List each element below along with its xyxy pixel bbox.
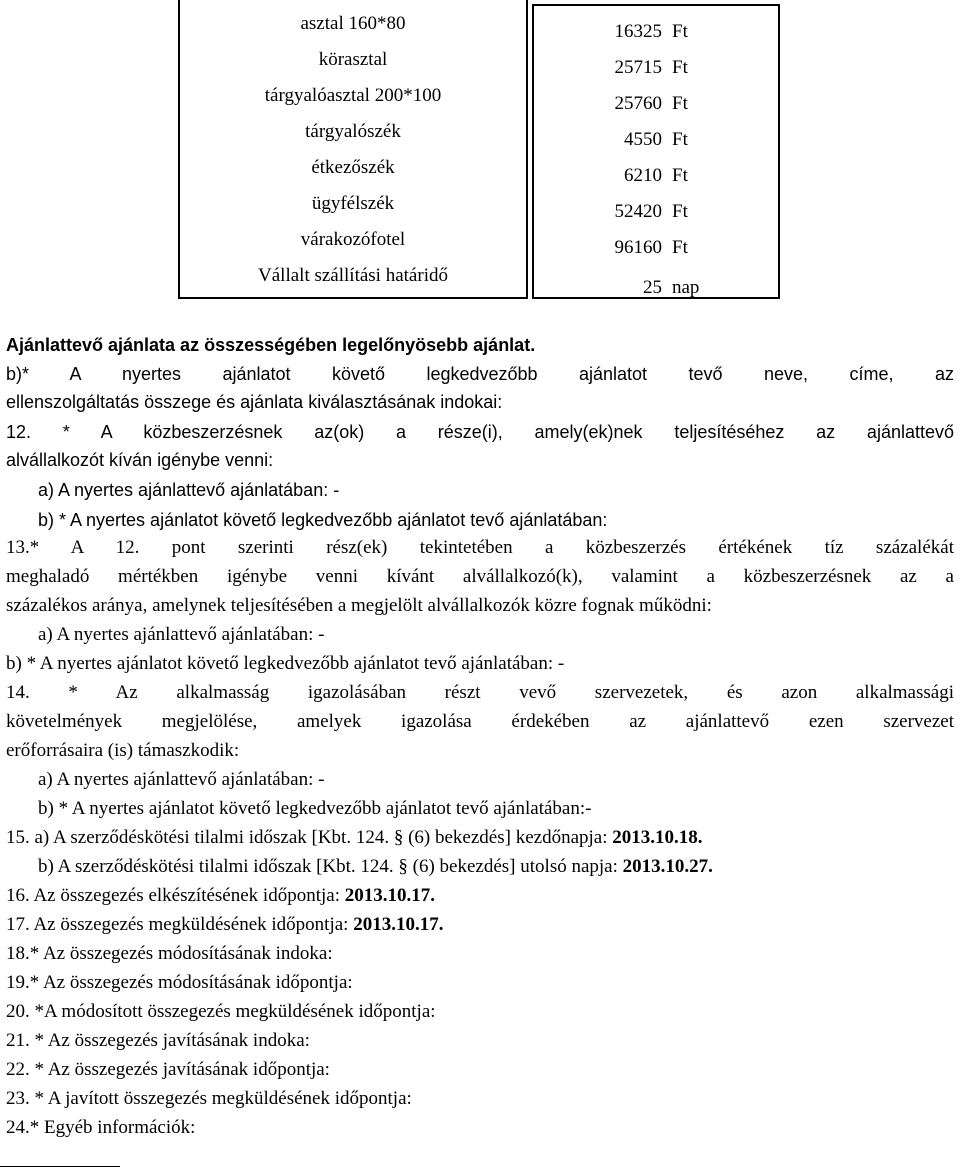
section-20: 20. *A módosított összegezés megküldésének időpontja: [6,1001,436,1022]
section-14-line2: követelmények megjelölése, amelyek igazolása érdekében az ajánlattevő ezen szervezet [6,711,954,732]
winner-statement: Ajánlattevő ajánlata az összességében legelőnyösebb ajánlat. [6,335,536,355]
item-cell: tárgyalószék [305,121,401,142]
amount-unit: Ft [672,21,688,42]
section-13-line1: 13.* A 12. pont szerinti rész(ek) tekintetében a közbeszerzés értékének tíz százalékát [6,537,954,558]
section-15-b-label: b) A szerződéskötési tilalmi időszak [Kbt. 124. § (6) bekezdés] utolsó napja: [38,856,623,877]
item-cell: ügyfélszék [311,193,395,214]
section-23: 23. * A javított összegezés megküldésének időpontja: [6,1088,412,1109]
section-12-b: b) * A nyertes ajánlatot követő legkedvezőbb ajánlatot tevő ajánlatában: [38,510,608,530]
section-16-label: 16. Az összegezés elkészítésének időpontja: [6,885,345,906]
amount-unit: Ft [672,93,688,114]
item-cell: tárgyalóasztal 200*100 [264,85,442,106]
amount-cell [534,270,778,306]
section-24: 24.* Egyéb információk: [6,1117,196,1138]
amount-cell [534,230,778,266]
amount-value: 25715 [614,57,662,78]
amount-unit: Ft [672,201,688,222]
amount-cell [534,86,778,122]
section-14-line1: 14. * Az alkalmasság igazolásában részt vevő szervezetek, és azon alkalmassági [6,682,954,703]
amount-value: 4550 [624,129,662,150]
section-15-b [38,855,954,881]
amount-value: 96160 [614,237,662,258]
section-12-line2: alvállalkozót kíván igénybe venni: [6,450,274,470]
section-15-a-date: 2013.10.18. [612,827,703,848]
footnote-separator [0,1166,120,1167]
section-13-line2: meghaladó mértékben igénybe venni kívánt alvállalkozó(k), valamint a közbeszerzésnek az a [6,566,954,587]
amount-cell [534,122,778,158]
section-13-line3: százalékos aránya, amelynek teljesítésében a megjelölt alvállalkozók közre fognak működni: [6,595,712,616]
item-cell: körasztal [318,49,388,70]
amount-cell [534,158,778,194]
section-19: 19.* Az összegezés módosításának időpontja: [6,972,353,993]
section-12-a: a) A nyertes ajánlattevő ajánlatában: - [38,480,340,500]
section-12-line1: 12. * A közbeszerzésnek az(ok) a része(i), amely(ek)nek teljesítéséhez az ajánlattevő [6,422,954,442]
amount-column [532,4,780,299]
section-17 [6,913,954,939]
section-22: 22. * Az összegezés javításának időpontja: [6,1059,330,1080]
section-15-b-date: 2013.10.27. [622,856,713,877]
item-cell: étkezőszék [311,157,395,178]
section-14-b: b) * A nyertes ajánlatot követő legkedvezőbb ajánlatot tevő ajánlatában:- [38,798,592,819]
amount-cell [534,50,778,86]
section-14-line3: erőforrásaira (is) támaszkodik: [6,740,240,761]
amount-value: 16325 [614,21,662,42]
section-14-a: a) A nyertes ajánlattevő ajánlatában: - [38,769,325,790]
amount-unit: Ft [672,129,688,150]
section-b-line1: b)* A nyertes ajánlatot követő legkedvezőbb ajánlatot tevő neve, címe, az [6,364,954,384]
item-cell: Vállalt szállítási határidő [258,265,448,286]
amount-cell [534,14,778,50]
amount-unit: Ft [672,237,688,258]
section-13-a: a) A nyertes ajánlattevő ajánlatában: - [38,624,325,645]
amount-value: 6210 [624,165,662,186]
amount-unit: Ft [672,57,688,78]
amount-unit: Ft [672,165,688,186]
section-16 [6,884,954,910]
section-b-line2: ellenszolgáltatás összege és ajánlata kiválasztásának indokai: [6,392,503,412]
item-column [178,0,528,299]
section-18: 18.* Az összegezés módosításának indoka: [6,943,333,964]
item-cell: asztal 160*80 [300,13,406,34]
price-table [178,0,780,299]
amount-value: 52420 [614,201,662,222]
amount-value: 25 [643,277,662,298]
amount-value: 25760 [614,93,662,114]
section-15-a [6,826,954,852]
section-21: 21. * Az összegezés javításának indoka: [6,1030,310,1051]
section-13-b: b) * A nyertes ajánlatot követő legkedvezőbb ajánlatot tevő ajánlatában: - [6,653,565,674]
section-15-a-label: 15. a) A szerződéskötési tilalmi időszak [Kbt. 124. § (6) bekezdés] kezdőnapja: [6,827,613,848]
section-17-label: 17. Az összegezés megküldésének időpontja: [6,914,354,935]
section-16-date: 2013.10.17. [344,885,435,906]
amount-unit: nap [672,277,700,298]
section-17-date: 2013.10.17. [353,914,444,935]
item-cell: várakozófotel [300,229,406,250]
amount-cell [534,194,778,230]
